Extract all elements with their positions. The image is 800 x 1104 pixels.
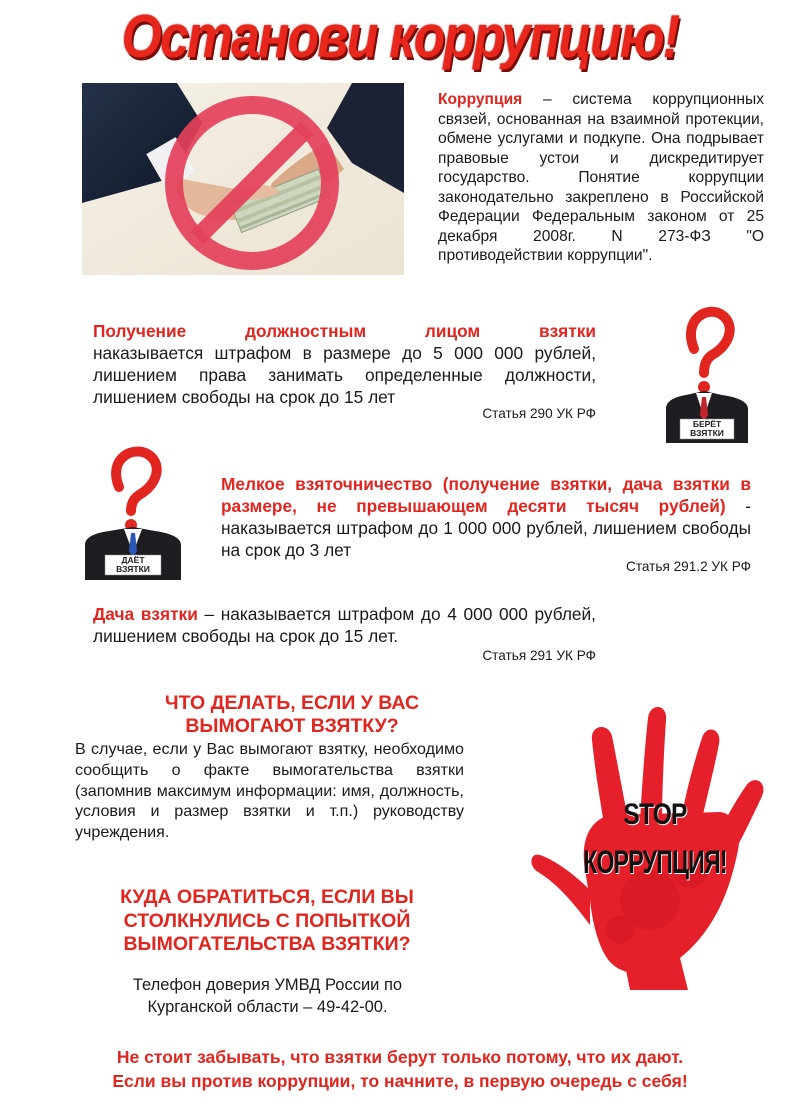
definition-text: – система коррупционных связей, основанная на взаимной протекции, обмене услугами и подкупе. Она подрывает правовые устои и дискредитирует государство. Понятие коррупции законодательно закреплено в Российской Федерации Федеральным законом от 25 декабря 2008г. N 273-ФЗ "О противодействии коррупции".: [438, 91, 764, 264]
article-291-2: Статья 291.2 УК РФ: [626, 559, 751, 574]
bribe-taking-paragraph: [93, 320, 596, 408]
suit-figure-takes-bribes: [664, 305, 750, 443]
petty-bribery-paragraph: [221, 473, 751, 561]
footer-line-2: Если вы против коррупции, то начните, в первую очередь с себя!: [112, 1071, 688, 1091]
stop-word: STOP: [623, 798, 687, 831]
footer: [0, 1045, 800, 1093]
suit-figure-gives-bribes: [83, 445, 183, 580]
petty-bribery-text: - наказывается штрафом до 1 000 000 рублей, лишением свободы на срок до 3 лет: [221, 496, 751, 560]
extortion-text: В случае, если у Вас вымогают взятку, необходимо сообщить о факте вымогательства взятки (запомнив максимум информации: имя, должность, условия и размер взятки и т.п.) руководству учреждения.: [75, 740, 464, 842]
corruption-definition: [438, 90, 764, 266]
bribe-taking-text: наказывается штрафом в размере до 5 000 000 рублей, лишением права занимать определенные должности, лишением свободы на срок до 15 лет: [93, 343, 596, 407]
petty-bribery-heading: Мелкое взяточничество (получение взятки, дача взятки в размере, не превышающем десяти тысяч рублей): [221, 474, 751, 516]
stop-corruption-word: КОРРУПЦИЯ!: [583, 844, 727, 880]
bribe-giving-heading: Дача взятки: [93, 604, 198, 624]
bribe-photo: [82, 83, 404, 275]
stop-hand-image: [530, 700, 780, 990]
bribe-giving-paragraph: [93, 603, 596, 647]
article-290: Статья 290 УК РФ: [482, 406, 596, 421]
takes-bribes-label: БЕРЁТ ВЗЯТКИ: [690, 419, 724, 438]
poster-title: Останови коррупцию!: [121, 3, 679, 70]
footer-line-1: Не стоит забывать, что взятки берут только потому, что их дают.: [116, 1047, 684, 1067]
article-291: Статья 291 УК РФ: [482, 648, 596, 663]
contact-heading: КУДА ОБРАТИТЬСЯ, ЕСЛИ ВЫ СТОЛКНУЛИСЬ С ПОПЫТКОЙ ВЫМОГАТЕЛЬСТВА ВЗЯТКИ?: [120, 886, 414, 955]
definition-term: Коррупция: [438, 91, 523, 108]
bribe-giving-text: – наказывается штрафом до 4 000 000 рублей, лишением свободы на срок до 15 лет.: [93, 604, 596, 646]
hotline-text: Телефон доверия УМВД России по Курганской области – 49-42-00.: [132, 976, 403, 1016]
extortion-heading: ЧТО ДЕЛАТЬ, ЕСЛИ У ВАС ВЫМОГАЮТ ВЗЯТКУ?: [164, 692, 420, 737]
bribe-taking-heading: Получение должностным лицом взятки: [93, 321, 596, 341]
gives-bribes-label: ДАЁТ ВЗЯТКИ: [116, 555, 150, 574]
